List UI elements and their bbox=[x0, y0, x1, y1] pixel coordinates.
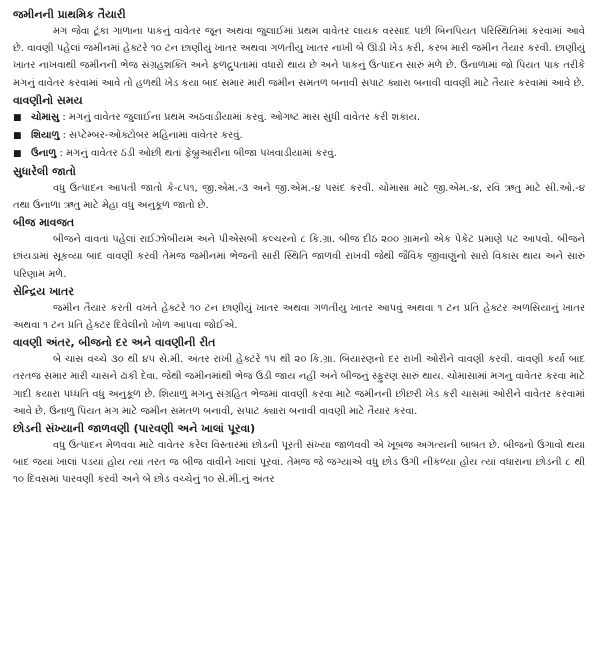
section-heading: બીજ માવજત bbox=[13, 216, 75, 230]
section-improved-varieties bbox=[13, 163, 585, 214]
season-text: : સપ્ટેમ્બર-ઓક્ટોબર મહિનામાં વાવેતર કરવું. bbox=[62, 129, 243, 141]
section-paragraph: વધુ ઉત્પાદન મેળવવા માટે વાવેતર કરેલ વિસ્તારમાં છોડની પૂરતી સંખ્યા જાળવવી એ ખૂબજ અગત્યની બાબત છે. બીજનો ઉગાવો થયા બાદ જયાં ખાલાં પડયાં હોય ત્યાં તરત જ બીજ વાવીને ખાલાં પૂરવાં. તેમજ જે જગ્યાએ વધુ છોડ ઉગી નીકળ્યા હોય ત્યાં વધારાના છોડની ૮ થી ૧૦ દિવસમાં પારવણી કરવી અને બે છોડ વચ્ચેનું ૧૦ સે.મી.નું અંતર bbox=[13, 440, 585, 486]
bullet-icon: ■ bbox=[13, 148, 22, 159]
section-paragraph: બીજને વાવતાં પહેલાં રાઈઝોબીયમ અને પીએસબી કલ્ચરનો ૮ કિ.ગ્રા. બીજ દીઠ ૨૦૦ ગ્રામનો એક પેકેટ પ્રમાણે પટ આપવો. બીજને છાંયડામાં સૂકવ્યા બાદ વાવણી કરવી તેમજ જમીનમાં ભેજની સારી સ્થિતિ જાળવી રાખવી જેથી જૈવિક જીવાણુંનો સારો વિકાસ થાય અને સારું પરિણામ મળે. bbox=[13, 234, 585, 280]
season-text: : મગનું વાવેતર જુલાઈના પ્રથમ અઠવાડીયામાં કરવું. ઓગષ્ટ માસ સુધી વાવેતર કરી શકાય. bbox=[62, 111, 421, 123]
section-plant-population bbox=[13, 420, 585, 489]
list-item bbox=[13, 109, 585, 127]
section-heading: વાવણી અંતર, બીજનો દર અને વાવણીની રીત bbox=[13, 336, 216, 350]
section-heading: સેન્દ્રિય ખાતર bbox=[13, 284, 74, 298]
season-term: ઉનાળુ bbox=[31, 147, 57, 159]
list-item bbox=[13, 127, 585, 145]
season-term: શિયાળુ bbox=[31, 129, 60, 141]
bullet-icon: ■ bbox=[13, 130, 22, 141]
section-sowing-spacing bbox=[13, 334, 585, 420]
section-heading: જમીનની પ્રાથમિક તૈયારી bbox=[13, 8, 126, 21]
section-paragraph: મગ જેવા ટૂંકા ગાળાના પાકનું વાવેતર જૂન અથવા જુલાઈમાં પ્રથમ વાવેતર લાયક વરસાદ પછી બિનપિયત પરિસ્થિતિમાં કરવામાં આવે છે. વાવણી પહેલાં જમીનમાં હેક્ટરે ૧૦ ટન છાણીયું ખાતર અથવા ગળતીયુ ખાતર નાખી બે ઊંડી ખેડ કરી, કરબ મારી જમીન તૈયાર કરવી. છાણીયું ખાતર નાખવાથી જમીનની ભેજ સંગ્રહશક્તિ અને ફળદ્રુપતામાં વધારો થાય છે અને પાકનું ઉત્પાદન સારું મળે છે. ઉનાળામાં જો પિયત પાક તરીકે મગનું વાવેતર કરવામાં આવે તો હળથી ખેડ કયા બાદ સમાર મારી જમીન સમતળ બનાવી સપાટ ક્યારા બનાવી વાવણી માટે તૈયાર કરવામાં આવે છે. bbox=[13, 26, 585, 89]
section-seed-treatment bbox=[13, 214, 585, 283]
section-land-preparation bbox=[13, 6, 585, 92]
season-term: ચોમાસુ bbox=[31, 111, 60, 123]
section-organic-manure bbox=[13, 283, 585, 334]
section-sowing-time bbox=[13, 92, 585, 163]
section-paragraph: બે ચાસ વચ્ચે ૩૦ થી ૪૫ સે.મી. અંતર રાખી હેક્ટરે ૧૫ થી ૨૦ કિ.ગ્રા. બિયારણનો દર રાખી ઓરીને વાવણી કરવી. વાવણી કર્યા બાદ તરતજ સમાર મારી ચાસને ઢાંકી દેવા. જેથી જમીનમાંથી ભેજ ઉડી જાય નહીં અને બીજનું સ્ફુરણ સારું થાય. ચોમાસામાં મગનુ વાવેતર કરવા માટે ગાદી કયારા પધ્ધતિ વધુ અનુકૂળ છે. શિયાળુ મગનુ સંગ્રહિત ભેજમાં વાવણી કરવા માટે જમીનની છીછરી ખેડ કરી ચાસમાં ઓરીને વાવેતર કરવામાં આવે છે. ઉનાળુ પિયત મગ માટે જમીન સમતળ બનાવી, સપાટ ક્યારા બનાવી વાવણી માટે તૈયાર કરવા. bbox=[13, 354, 585, 417]
section-paragraph: વધુ ઉત્પાદન આપતી જાતો કે-૮૫૧, જી.એમ.-૩ અને જી.એમ.-૪ પસંદ કરવી. ચોમાસા માટે જી.એમ.-૪, રવિ ઋતુ માટે સી.ઓ.-૪ તથા ઉનાળા ઋતુ માટે મેહા વધુ અનુકૂળ જાતો છે. bbox=[13, 182, 585, 212]
section-heading: વાવણીનો સમય bbox=[13, 93, 83, 107]
season-text: : મગનું વાવેતર ઠંડી ઓછી થતાં ફેબ્રુઆરીના બીજા પખવાડીયામાં કરવું. bbox=[59, 147, 337, 159]
season-list bbox=[13, 109, 585, 163]
section-heading: સુધારેલી જાતો bbox=[13, 164, 76, 178]
bullet-icon: ■ bbox=[13, 112, 22, 123]
section-heading: છોડની સંખ્યાની જાળવણી (પારવણી અને ખાલાં પૂરવા) bbox=[13, 422, 256, 436]
section-paragraph: જમીન તૈયાર કરતી વખતે હેક્ટરે ૧૦ ટન છાણીયું ખાતર અથવા ગળતીયુ ખાતર આપવું અથવા ૧ ટન પ્રતિ હેક્ટર અળસિયાનું ખાતર અથવા ૧ ટન પ્રતિ હેક્ટર દિવેલીનો ખોળ આપવા જોઈએ. bbox=[13, 302, 585, 332]
list-item bbox=[13, 145, 585, 163]
